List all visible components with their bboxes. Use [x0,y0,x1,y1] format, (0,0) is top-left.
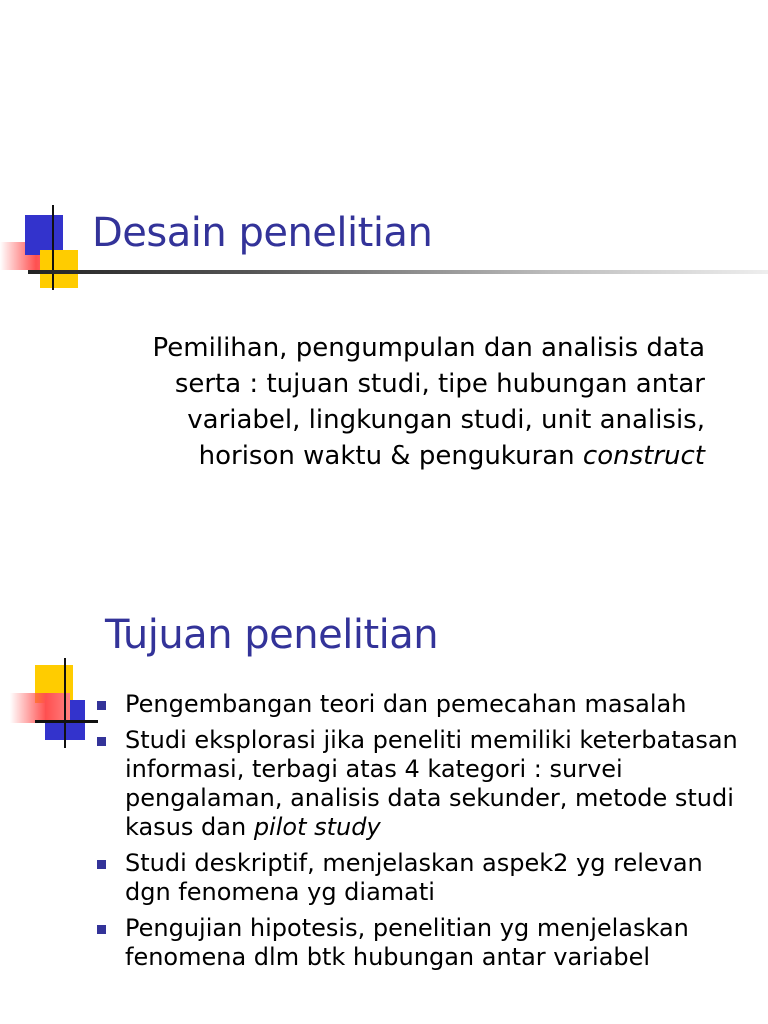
deco-red-bar [10,693,70,723]
list-item-italic: pilot study [253,813,381,841]
square-bullet-icon [97,737,106,746]
list-item [95,726,755,842]
square-bullet-icon [97,925,106,934]
list-item [95,690,755,719]
list-item-text: Pengembangan teori dan pemecahan masalah [125,690,687,718]
paragraph-italic-term: construct [582,441,705,471]
deco-yellow-square [40,250,78,288]
square-bullet-icon [97,860,106,869]
list-item-text: Pengujian hipotesis, penelitian yg menjelaskan fenomena dlm btk hubungan antar variabel [125,914,689,971]
list-item [95,914,755,972]
title-underline-rule [28,270,768,274]
slide2-title: Tujuan penelitian [105,612,439,658]
list-item-text: Studi eksplorasi jika peneliti memiliki keterbatasan informasi, terbagi atas 4 kategori : survei pengalaman, analisis data sekunder, metode studi kasus dan [125,726,738,841]
deco-vertical-line [52,205,54,290]
slide1-paragraph [120,330,705,474]
list-item [95,849,755,907]
list-item-text: Studi deskriptif, menjelaskan aspek2 yg relevan dgn fenomena yg diamati [125,849,703,906]
slide1-title: Desain penelitian [92,210,433,256]
deco-horizontal-line [35,720,98,723]
square-bullet-icon [97,701,106,710]
deco-blue-square [25,215,63,255]
paragraph-text: Pemilihan, pengumpulan dan analisis data serta : tujuan studi, tipe hubungan antar variabel, lingkungan studi, unit analisis, horison waktu & pengukuran [152,333,705,471]
deco-vertical-line [64,658,66,748]
bullet-list [95,690,755,979]
